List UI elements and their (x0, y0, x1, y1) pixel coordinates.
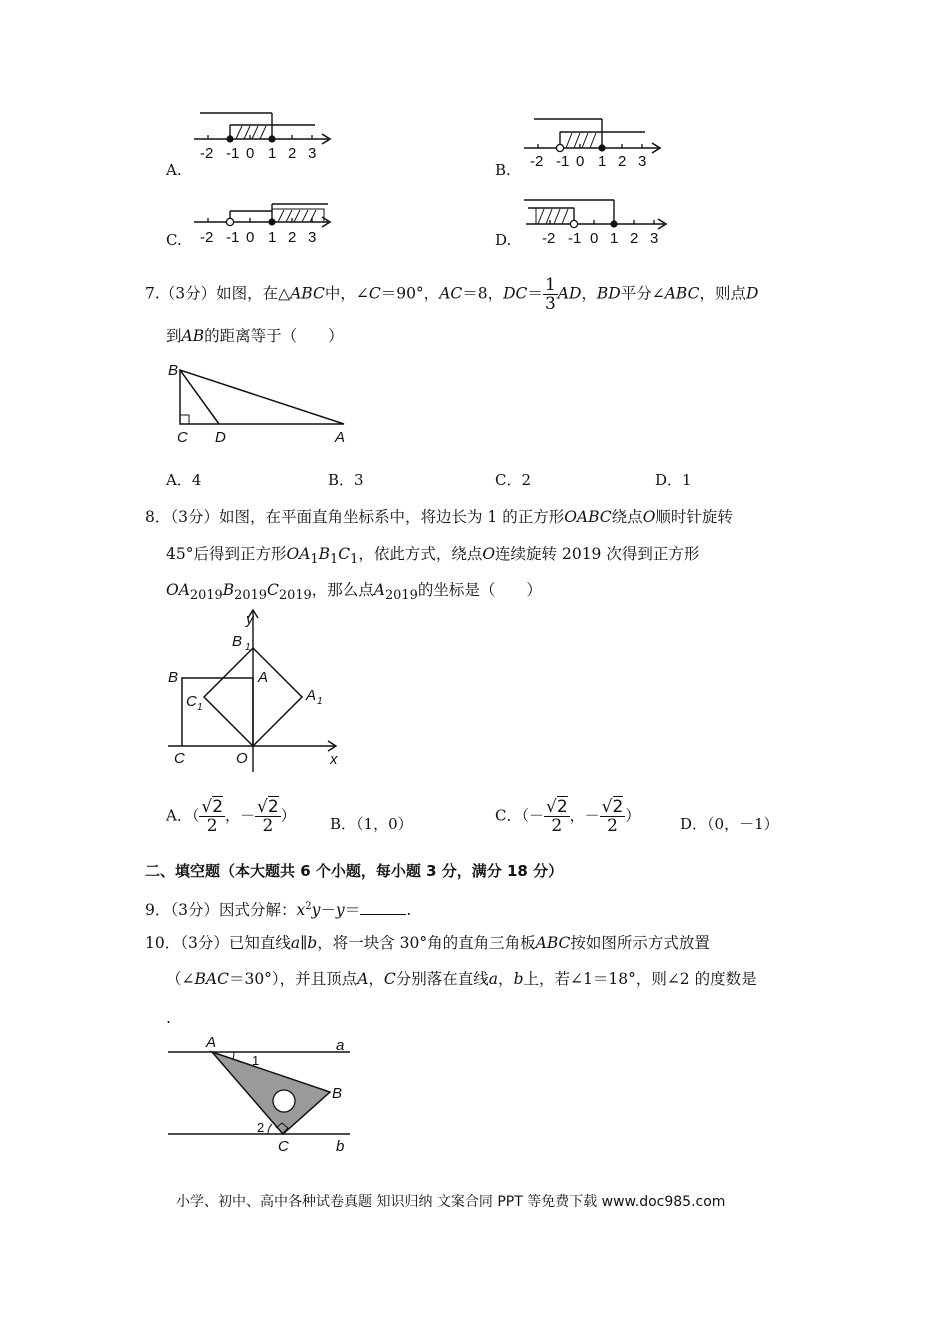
q7-option-d[interactable]: D．1 (655, 471, 692, 489)
q10-angle-2: 2 (257, 1120, 265, 1135)
svg-text:2: 2 (630, 230, 639, 247)
q6-d-ticks (542, 230, 658, 247)
q7-label-c: C (177, 429, 188, 446)
q8-option-a[interactable]: A．（ $\frac{√2}{2}$ ，－ $\frac{√2}{2}$ ） (166, 797, 296, 836)
svg-text:2: 2 (288, 145, 297, 162)
q6-option-c-label[interactable]: C. (166, 231, 182, 249)
q7-option-c[interactable]: C．2 (495, 471, 532, 489)
svg-text:1: 1 (317, 696, 323, 707)
q9-text: 9．（3分）因式分解：$x^2y-y=$ . (145, 901, 412, 920)
q6-c-ticks (200, 229, 316, 246)
svg-text:1: 1 (598, 153, 607, 168)
q8-label-o: O (236, 750, 248, 767)
q7-label-d: D (215, 429, 226, 446)
q8-label-y: y (246, 611, 254, 628)
svg-text:-2: -2 (200, 145, 214, 162)
svg-text:1: 1 (197, 702, 203, 713)
q7-option-a[interactable]: A．4 (166, 471, 202, 489)
q10-angle-1: 1 (252, 1053, 260, 1068)
q8-option-d[interactable]: D．（0，－1） (680, 815, 779, 833)
svg-text:0: 0 (246, 145, 255, 162)
q8-line1: 8．（3分）如图，在平面直角坐标系中，将边长为 1 的正方形OABC绕点O顺时针旋转 (145, 508, 733, 526)
q10-label-c: C (278, 1138, 289, 1155)
q10-label-line-a: a (336, 1037, 345, 1054)
q6-option-d-label[interactable]: D. (495, 231, 512, 249)
svg-text:0: 0 (246, 229, 255, 246)
svg-text:-1: -1 (226, 145, 240, 162)
q10-label-line-b: b (336, 1138, 345, 1155)
q8-line2: 45°后得到正方形$OA_1B_1C_1$，依此方式，绕点O连续旋转 2019 次得到正方形 (166, 545, 700, 568)
q10-line1: 10．（3分）已知直线a∥b，将一块含 30°角的直角三角板ABC按如图所示方式放置 (145, 934, 710, 952)
svg-text:3: 3 (638, 153, 647, 168)
q6-option-a-number-line (190, 108, 340, 166)
q7-line1: 7.（3分）如图，在△ABC中，∠C＝90°，AC＝8，DC＝ $\frac{1}{3}$ AD，BD平分∠ABC，则点D (145, 275, 759, 314)
q7-triangle-figure (162, 356, 362, 448)
q8-coordinate-figure (160, 606, 350, 776)
q10-label-a: A (206, 1034, 217, 1051)
q8-option-c[interactable]: C．（－ $\frac{√2}{2}$ ，－ $\frac{√2}{2}$ ） (495, 797, 641, 836)
q7-fraction: $\frac{1}{3}$ (544, 275, 556, 314)
q6-option-d-number-line (518, 196, 678, 250)
q8-line3: $OA_{2019}B_{2019}C_{2019}$，那么点$A_{2019}$的坐标是（ ） (166, 581, 542, 604)
q7-label-b: B (168, 362, 179, 379)
q9-answer-blank[interactable] (360, 900, 406, 915)
q6-option-c-number-line (190, 198, 340, 250)
q10-line2: （∠BAC＝30°），并且顶点A，C分别落在直线a，b上，若∠1＝18°，则∠2 的度数是 (166, 970, 757, 988)
q8-label-b: B (168, 669, 179, 686)
svg-text:3: 3 (308, 229, 317, 246)
q8-label-c1: C (186, 693, 197, 710)
svg-text:-2: -2 (530, 153, 544, 168)
q7-label-a: A (335, 429, 346, 446)
section-2-heading: 二、填空题（本大题共 6 个小题，每小题 3 分，满分 18 分） (145, 862, 564, 880)
svg-text:3: 3 (650, 230, 659, 247)
q6-option-b-label[interactable]: B. (495, 161, 511, 179)
q7-line2: 到AB的距离等于（ ） (166, 327, 344, 345)
q8-label-x: x (330, 751, 338, 768)
svg-text:3: 3 (308, 145, 317, 162)
svg-text:-1: -1 (556, 153, 570, 168)
svg-text:1: 1 (268, 229, 277, 246)
svg-text:-1: -1 (568, 230, 582, 247)
q6-b-ticks (530, 153, 646, 168)
svg-text:2: 2 (618, 153, 627, 168)
q8-label-c: C (174, 750, 185, 767)
svg-text:1: 1 (245, 642, 251, 653)
q6-option-b-number-line (520, 110, 670, 168)
svg-text:-2: -2 (200, 229, 214, 246)
q6-a-ticks (200, 145, 316, 162)
svg-text:-1: -1 (226, 229, 240, 246)
svg-text:0: 0 (576, 153, 585, 168)
svg-text:2: 2 (288, 229, 297, 246)
svg-text:0: 0 (590, 230, 599, 247)
q8-option-b[interactable]: B．（1，0） (330, 815, 413, 833)
page-footer: 小学、初中、高中各种试卷真题 知识归纳 文案合同 PPT 等免费下载 www.doc985.com (176, 1194, 726, 1210)
q7-option-b[interactable]: B．3 (328, 471, 364, 489)
q8-label-a: A (258, 669, 269, 686)
q10-line3: . (166, 1009, 171, 1027)
svg-text:1: 1 (610, 230, 619, 247)
q10-triangle-figure (160, 1030, 360, 1156)
q8-label-a1: A (306, 687, 317, 704)
q8-label-b1: B (232, 633, 243, 650)
q6-option-a-label[interactable]: A. (166, 161, 182, 179)
svg-text:-2: -2 (542, 230, 556, 247)
q10-label-b: B (332, 1085, 343, 1102)
svg-text:1: 1 (268, 145, 277, 162)
